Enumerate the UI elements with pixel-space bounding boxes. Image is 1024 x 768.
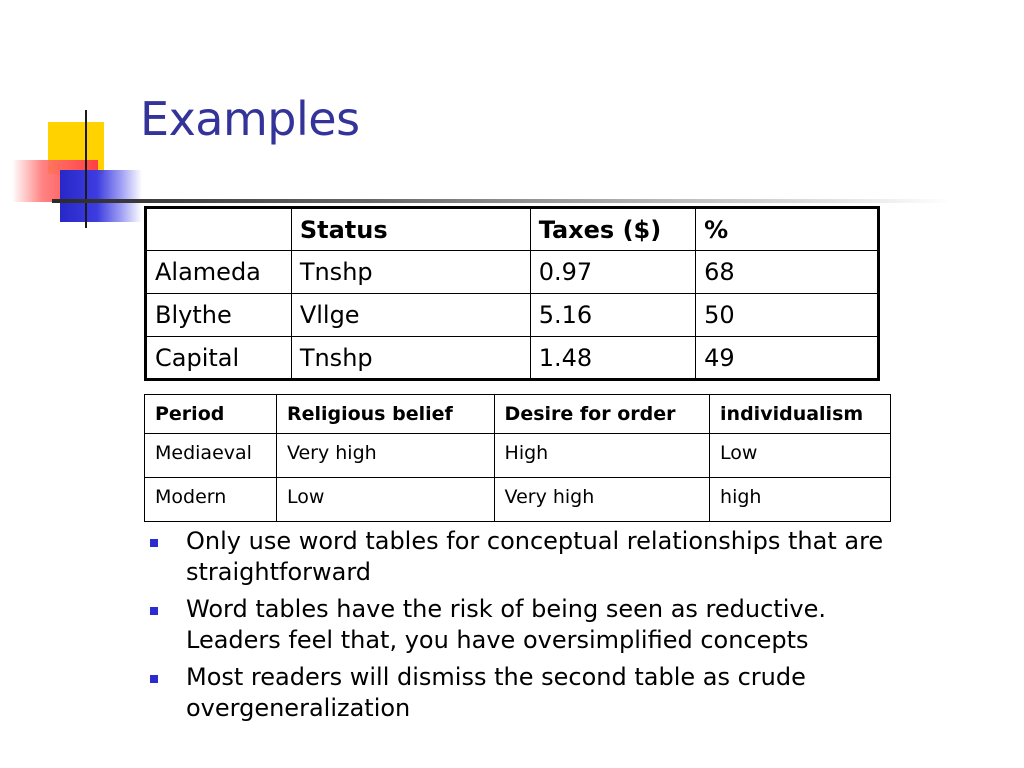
table-row [146,251,879,294]
table-cell: Blythe [146,294,292,337]
table-row [145,434,891,478]
table-cell: Low [710,434,891,478]
table-header-cell: % [696,208,879,251]
table-cell: 1.48 [530,337,695,380]
table-cell: Tnshp [291,251,530,294]
table-header-cell: Religious belief [276,395,494,434]
table-cell: Alameda [146,251,292,294]
table-cell: 68 [696,251,879,294]
table-cell: 5.16 [530,294,695,337]
county-tax-table [144,206,880,381]
table-cell: Vllge [291,294,530,337]
table-row [146,337,879,380]
table-cell: Very high [276,434,494,478]
table-cell: 0.97 [530,251,695,294]
square-bullet-icon [150,675,158,683]
table-row [146,294,879,337]
table-cell: high [710,478,891,522]
table-header-cell: Status [291,208,530,251]
decor-vertical-line [85,110,87,228]
bullet-list [150,526,890,730]
table-header-row [146,208,879,251]
bullet-item [150,526,890,588]
table-header-cell: Desire for order [494,395,710,434]
period-values-table [144,394,891,522]
bullet-text: Most readers will dismiss the second table as crude overgeneralization [186,663,806,722]
table-header-cell: individualism [710,395,891,434]
table-cell: Tnshp [291,337,530,380]
table-cell: Very high [494,478,710,522]
table-cell: Modern [145,478,277,522]
table-cell: 49 [696,337,879,380]
table-header-row [145,395,891,434]
bullet-text: Word tables have the risk of being seen as reductive. Leaders feel that, you have oversimplified concepts [186,595,826,654]
table-header-cell: Period [145,395,277,434]
table-cell: Low [276,478,494,522]
table-cell: 50 [696,294,879,337]
decor-blue-bar [60,170,142,222]
bullet-item [150,594,890,656]
table-cell: High [494,434,710,478]
bullet-item [150,662,890,724]
bullet-text: Only use word tables for conceptual relationships that are straightforward [186,527,884,586]
table-row [145,478,891,522]
title-underline-rule [52,199,952,203]
square-bullet-icon [150,607,158,615]
table-header-cell [146,208,292,251]
table-header-cell: Taxes ($) [530,208,695,251]
table-cell: Capital [146,337,292,380]
slide-title: Examples [140,92,360,146]
square-bullet-icon [150,539,158,547]
table-cell: Mediaeval [145,434,277,478]
